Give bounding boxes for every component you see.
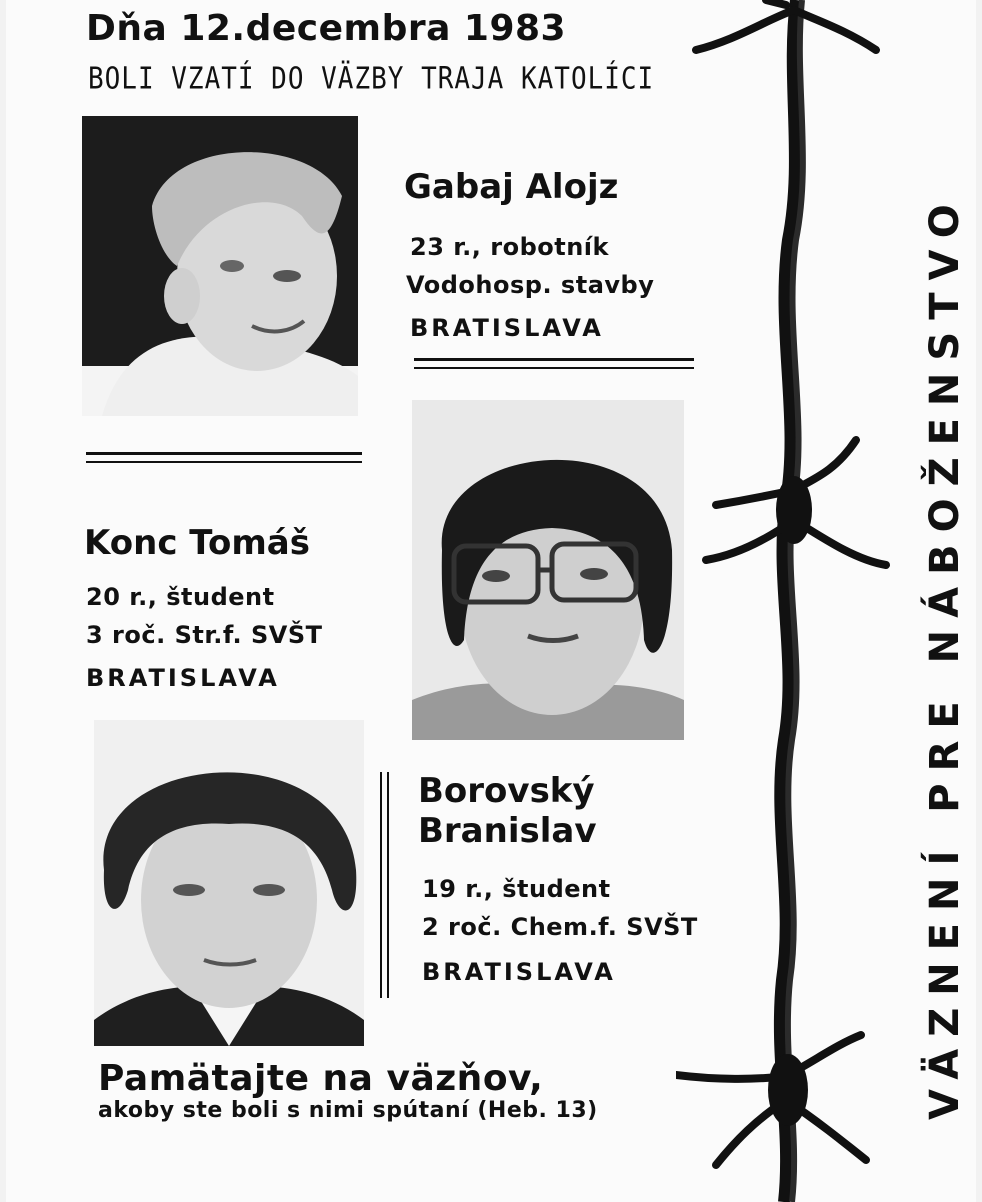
- age-job-gabaj: 23 r., robotník: [410, 233, 609, 261]
- divider-rule: [86, 452, 362, 463]
- footer-quote-line1: Pamätajte na väzňov,: [98, 1058, 544, 1099]
- side-heading: VÄZNENÍ PRE NÁBOŽENSTVO: [922, 192, 968, 1120]
- leaflet-subtitle: BOLI VZATÍ DO VÄZBY TRAJA KATOLÍCI: [88, 62, 655, 97]
- city-konc: BRATISLAVA: [86, 664, 280, 692]
- photo-borovsky-branislav: [94, 720, 364, 1046]
- vertical-divider: [380, 772, 389, 998]
- city-borovsky: BRATISLAVA: [422, 958, 616, 986]
- city-gabaj: BRATISLAVA: [410, 314, 604, 342]
- leaflet-title: Dňa 12.decembra 1983: [86, 8, 567, 49]
- workplace-gabaj: Vodohosp. stavby: [406, 271, 655, 299]
- footer-quote-line2: akoby ste boli s nimi spútaní (Heb. 13): [98, 1098, 598, 1123]
- photo-gabaj-alojz: [82, 116, 358, 416]
- barbed-wire-image: [676, 0, 896, 1202]
- divider-rule: [414, 358, 694, 369]
- name-borovsky-line1: Borovský: [418, 771, 595, 811]
- name-gabaj: Gabaj Alojz: [404, 167, 619, 207]
- photo-konc-tomas: [412, 400, 684, 740]
- name-borovsky-line2: Branislav: [418, 811, 597, 851]
- age-job-borovsky: 19 r., študent: [422, 875, 611, 903]
- age-job-konc: 20 r., študent: [86, 583, 275, 611]
- workplace-konc: 3 roč. Str.f. SVŠT: [86, 621, 323, 649]
- leaflet: [6, 0, 976, 1202]
- name-konc: Konc Tomáš: [84, 523, 310, 563]
- workplace-borovsky: 2 roč. Chem.f. SVŠT: [422, 913, 698, 941]
